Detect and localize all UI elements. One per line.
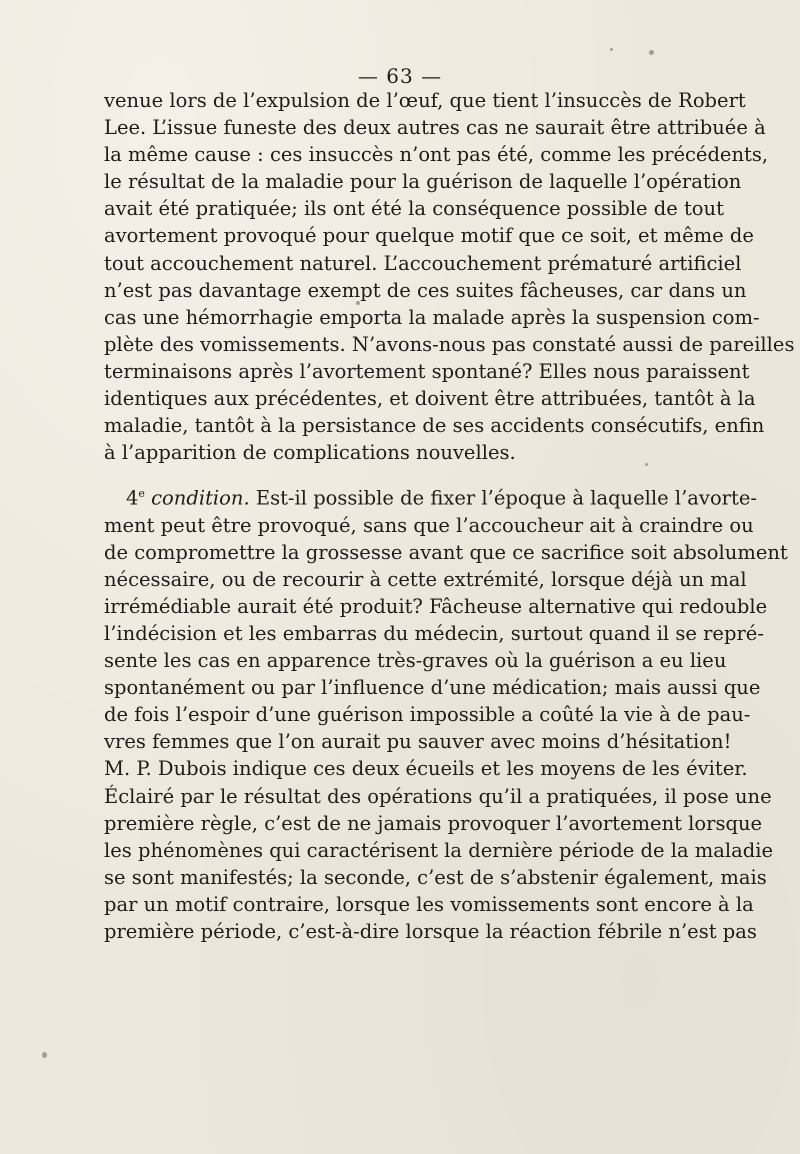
text-line: M. P. Dubois indique ces deux écueils et les moyens de les éviter.: [104, 757, 748, 781]
text-line: Lee. L’issue funeste des deux autres cas ne saurait être attribuée à: [104, 116, 766, 140]
text-line: sente les cas en apparence très-graves où la guérison a eu lieu: [104, 649, 727, 673]
text-line: la même cause : ces insuccès n’ont pas été, comme les précédents,: [104, 143, 769, 167]
text-line: spontanément ou par l’influence d’une médication; mais aussi que: [104, 676, 761, 700]
paragraph-1: [104, 87, 795, 466]
text-line: à l’apparition de complications nouvelles.: [104, 441, 516, 465]
text-line: n’est pas davantage exempt de ces suites fâcheuses, car dans un: [104, 278, 747, 302]
text-line: maladie, tantôt à la persistance de ses accidents consécutifs, enfin: [104, 414, 765, 438]
text-line: de fois l’espoir d’une guérison impossible a coûté la vie à de pau-: [104, 703, 751, 727]
condition-label: condition.: [151, 486, 250, 510]
text-line: le résultat de la maladie pour la guérison de laquelle l’opération: [104, 170, 742, 194]
text-line: nécessaire, ou de recourir à cette extrémité, lorsque déjà un mal: [104, 567, 747, 591]
text-line: vres femmes que l’on aurait pu sauver avec moins d’hésitation!: [104, 730, 732, 754]
text-line: première règle, c’est de ne jamais provoquer l’avortement lorsque: [104, 811, 763, 835]
condition-number-suffix: e: [138, 487, 145, 500]
condition-number: 4: [126, 486, 139, 510]
text-line: cas une hémorrhagie emporta la malade après la suspension com-: [104, 305, 760, 329]
text-line: identiques aux précédentes, et doivent être attribuées, tantôt à la: [104, 387, 756, 411]
text-line: se sont manifestés; la seconde, c’est de s’abstenir également, mais: [104, 865, 767, 889]
text-line: par un motif contraire, lorsque les vomissements sont encore à la: [104, 892, 754, 916]
text-line: venue lors de l’expulsion de l’œuf, que tient l’insuccès de Robert: [104, 89, 746, 112]
text-line: ment peut être provoqué, sans que l’accoucheur ait à craindre ou: [104, 513, 754, 537]
ink-speck: [42, 1052, 47, 1058]
text-line: irrémédiable aurait été produit? Fâcheuse alternative qui redouble: [104, 594, 768, 618]
text-line: plète des vomissements. N’avons-nous pas constaté aussi de pareilles: [104, 332, 795, 356]
ink-speck: [610, 48, 613, 51]
text-line: Éclairé par le résultat des opérations qu’il a pratiquées, il pose une: [104, 784, 772, 808]
text-line: avait été pratiquée; ils ont été la conséquence possible de tout: [104, 197, 724, 221]
text-line-rest: Est-il possible de fixer l’époque à laquelle l’avorte-: [249, 486, 757, 510]
paragraph-2: [104, 480, 788, 945]
text-line: l’indécision et les embarras du médecin, surtout quand il se repré-: [104, 621, 764, 645]
ink-speck: [649, 50, 654, 55]
text-line: terminaisons après l’avortement spontané? Elles nous paraissent: [104, 359, 750, 383]
text-line: les phénomènes qui caractérisent la dernière période de la maladie: [104, 838, 774, 862]
text-line: tout accouchement naturel. L’accouchement prématuré artificiel: [104, 251, 742, 275]
text-line: avortement provoqué pour quelque motif que ce soit, et même de: [104, 224, 754, 248]
page-number: — 63 —: [357, 64, 443, 88]
text-line: [104, 480, 757, 512]
text-line: première période, c’est-à-dire lorsque la réaction fébrile n’est pas: [104, 920, 757, 943]
text-line: de compromettre la grossesse avant que ce sacrifice soit absolument: [104, 540, 788, 564]
